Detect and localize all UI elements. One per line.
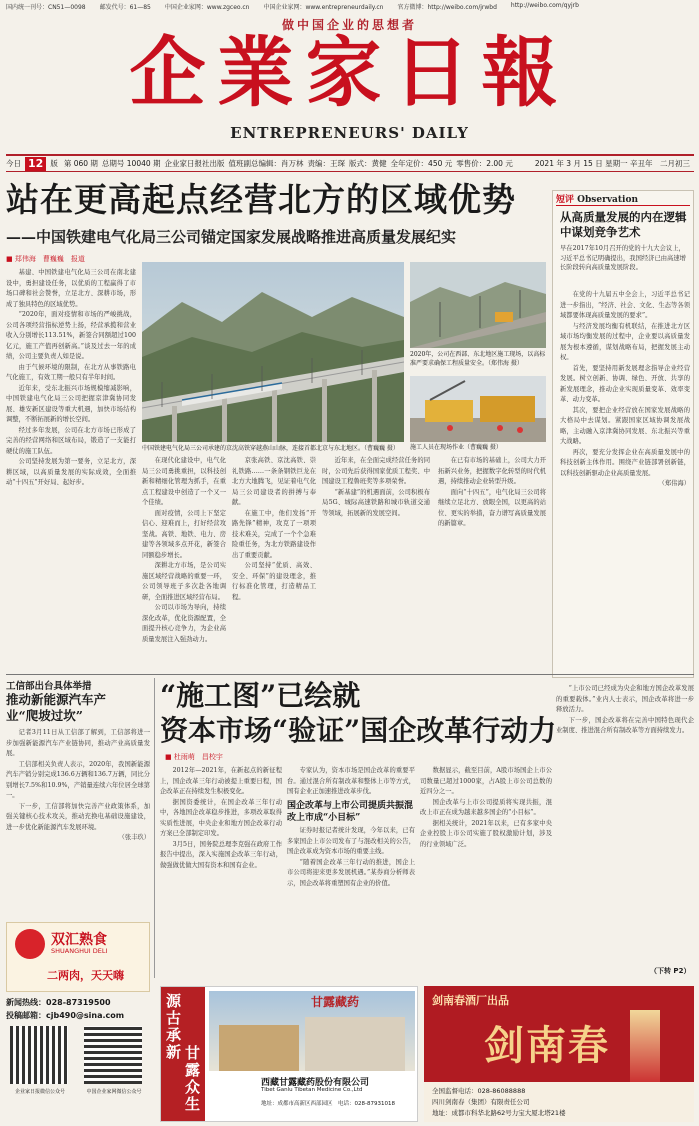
paragraph: 国企改革与上市公司提质将实现共振，混改上市正在成为越来越多国企的“小目标”。	[420, 798, 552, 816]
top-info-line	[6, 2, 694, 11]
paragraph: 在现代化建设中，电气化局三公司勇挑重担，以科技创新和精细化管理为抓手，在重点工程建设中创造了一个又一个佳绩。	[142, 457, 226, 506]
photo-caption: 2020年，公司在西部、东北地区施工现场，以高标准严要求确保工程质量安全。（郑伟海 摄）	[410, 351, 546, 367]
shuanghui-ad[interactable]	[6, 922, 150, 992]
shuanghui-slogan: 二两肉，天天嗨	[47, 969, 124, 982]
paragraph: 3月5日，国务院总理李克强在政府工作报告中提出，深入实施国企改革三年行动，做强做优做大国有资本和国有企业。	[160, 840, 282, 869]
lead-photo-workers[interactable]	[410, 376, 546, 442]
paragraph: 基建、中国铁建电气化局三公司在南北建设中，勇担建设任务，以优质的工程赢得了市场口碑和社会赞誉，立足北方、深耕市场，形成了独具特色的区域优势。	[6, 269, 136, 308]
ganlu-medicine-ad[interactable]	[160, 986, 418, 1122]
jiannanchun-maker: 四川剑南春（集团）有限责任公司	[432, 1098, 530, 1106]
paragraph: 公司坚持发展为第一要务，立足北方，深耕区域，以高质量发展的实际成效，全面推动“十四五”开好局、起好步。	[6, 458, 136, 486]
story2-subheading: 国企改革与上市公司提质共振混改上市成“小目标”	[287, 801, 414, 823]
story2-byline: ■ 杜雨萌 昌校宇	[165, 753, 223, 761]
lunar-date: 辛丑年 二月初三	[630, 159, 690, 168]
lead-column-1	[6, 268, 136, 672]
divider	[556, 205, 690, 206]
weekday: 星期一	[605, 159, 628, 168]
sidebar-tag-en: Observation	[577, 195, 639, 205]
railway-bridge-image	[142, 262, 404, 442]
page-count-unit: 版	[50, 159, 58, 168]
qr-code-icon[interactable]	[10, 1026, 68, 1084]
paragraph: “新基建”的机遇面前，公司积极布局5G、城际高速铁路和城市轨道交通等领域，拓展新的发展空间。	[322, 488, 430, 517]
sidebar-intro: 早在2017年10月召开的党的十九大会议上，习近平总书记明确提出，我国经济已由高速增长阶段转向高质量发展阶段。	[560, 245, 686, 271]
editor: 值班副总编辑：肖万林	[228, 159, 304, 168]
paragraph: 再次，要充分发挥企业在高质量发展中的科技创新主体作用。围绕产业链部署创新链，以科技创新驱动企业高质量发展。	[560, 448, 690, 477]
paragraph: 2012年—2021年，在新起点的新征程上，国企改革三年行动被提上重要日程，国企改革正在持续发生积极变化。	[160, 767, 282, 795]
paragraph: 面对疫情，公司上下坚定信心、迎难而上，打好经营攻坚战。高铁、地铁、电力、房建等各领域多点开花，新签合同额稳步增长。	[142, 509, 226, 559]
designer: 版式：黄健	[349, 159, 387, 168]
lead-column-3	[232, 456, 316, 672]
paragraph: 经过多年发展，公司在北方市场已形成了完善的经营网络和区域布局，锻造了一支能打硬仗的施工队伍。	[6, 426, 136, 455]
shuanghui-logo-icon	[15, 929, 45, 959]
paragraph: “随着国企改革三年行动的推进，国企上市公司将迎来更多发展机遇。”某券商分析师表示，国企改革将重塑国有企业的价值。	[287, 858, 415, 887]
lead-byline: ■ 郑伟海 曹巍巍 报道	[6, 255, 85, 263]
paragraph: 下一步，工信部将加快完善产业政策体系，加强关键核心技术攻关，推动充换电基础设施建设，进一步优化新能源汽车发展环境。	[6, 802, 150, 831]
sidebar-title[interactable]: 从高质量发展的内在逻辑中谋划竞争艺术	[560, 210, 687, 239]
qr-code-icon[interactable]	[84, 1026, 142, 1084]
hotline-label: 新闻热线：	[6, 998, 46, 1007]
sidebar-tag-cn: 短评	[556, 195, 575, 205]
ganlu-company-en: Tibet Ganlu Tibetan Medicine Co.,Ltd	[261, 1087, 363, 1093]
paragraph: “2020年，面对疫情和市场的严峻挑战，公司各项经营指标逆势上扬，经营承揽和营业收入分别增长113.51%，新签合同额超过100亿元，施工产值再创新高。”谈及过去一年的成绩，公司主要负责人如是说。	[6, 311, 136, 360]
qr-caption: 企业家日报微信公众号	[14, 1089, 65, 1095]
story2-headline-line1[interactable]: “施工图”已绘就	[160, 679, 361, 712]
sidebar-tag	[556, 192, 638, 205]
story2-column-2	[287, 766, 415, 798]
lead-column-4	[322, 456, 546, 672]
left-story-source: （张丰玖）	[118, 834, 150, 841]
story2-column-4	[556, 684, 694, 964]
top-info-item[interactable]: http://weibo.com/qyjrb	[510, 2, 579, 9]
duty-editor: 责编：王琛	[307, 159, 346, 168]
jiannanchun-header: 剑南春酒厂出品	[432, 994, 509, 1007]
left-story-headline[interactable]: 推动新能源汽车产业“爬坡过坎”	[6, 692, 107, 723]
ganlu-company: 西藏甘露藏药股份有限公司	[261, 1078, 370, 1088]
story2-column-2b	[287, 826, 415, 976]
paragraph: 在已有市场的基础上，公司大力开拓新兴业务，把握数字化转型的时代机遇，持续推动企业转型升级。	[438, 457, 546, 485]
retail-price: 零售价：2.00 元	[456, 159, 513, 168]
photo-caption: 施工人员在现场作业（曹巍巍 摄）	[410, 444, 502, 451]
jiannanchun-ad[interactable]	[424, 986, 694, 1122]
paragraph: 由于气候环境的限制，在北方从事铁路电气化施工，有效工期一般只有半年时间。	[6, 363, 136, 381]
ganlu-vertical-slogan-1: 源古承新	[166, 992, 182, 1061]
jiannanchun-brand: 剑南春	[484, 1022, 610, 1069]
today-label: 今日	[6, 159, 21, 168]
publication-date	[535, 158, 694, 169]
shuanghui-brand-en: SHUANGHUI DELI	[51, 947, 108, 955]
left-story-kicker: 工信部出台具体举措	[6, 681, 92, 692]
publisher: 企业家日报社出版	[164, 159, 225, 168]
paragraph: 其次，要把企业经营放在国家发展战略的大格局中去谋划。紧跟国家区域协调发展战略，主动融入京津冀协同发展、东北振兴等重大战略。	[560, 406, 690, 445]
paragraph: 记者3月11日从工信部了解到，工信部将进一步加强新能源汽车产业链协同，推动产业高质量发展。	[6, 729, 150, 757]
annual-price: 全年定价：450 元	[390, 159, 453, 168]
top-info-item[interactable]: 中国企业家网：www.entrepreneurdaily.cn	[263, 4, 384, 11]
top-info-item: 国内统一刊号：CN51—0098	[6, 4, 86, 11]
paragraph: 据国资委统计，在国企改革三年行动中，各地国企改革稳步推进，多项改革取得实质性进展，中央企业和地方国企改革行动方案已全部制定印发。	[160, 798, 282, 837]
section-divider	[6, 674, 694, 675]
paragraph: 证券时报记者统计发现，今年以来，已有多家国企上市公司发布了与混改相关的公告，国企改革成为资本市场的重要主线。	[287, 827, 415, 855]
paragraph: 公司坚持“优质、高效、安全、环保”的建设理念，推行标准化管理，打造精品工程。	[232, 562, 316, 601]
paragraph: 面向“十四五”，电气化局三公司将继续立足北方、放眼全国，以更高的站位、更实的举措，奋力谱写高质量发展的新篇章。	[438, 488, 546, 527]
paragraph: 工信部相关负责人表示，2020年，我国新能源汽车产销分别完成136.6万辆和136.7万辆，同比分别增长7.5%和10.9%，产销量连续六年位居全球第一。	[6, 760, 150, 799]
paragraph: “上市公司已经成为央企和地方国企改革发展的重要载体。”业内人士表示，国企改革将进一步释放活力。	[556, 685, 694, 713]
jiannanchun-address: 地址：成都市科华北路62号力宝大厦北塔21楼	[432, 1109, 566, 1117]
shuanghui-brand: 双汇熟食	[51, 932, 107, 948]
story2-column-1	[160, 766, 282, 976]
ganlu-brand: 甘露藏药	[311, 995, 360, 1009]
masthead-english: ENTREPRENEURS' DAILY	[230, 124, 469, 142]
submission-email[interactable]: cjb490@sina.com	[46, 1011, 125, 1020]
ganlu-footer: 地址：成都市高新区西部园区 电话：028-87931018	[261, 1101, 395, 1107]
paragraph: 京张高铁、京沈高铁、崇礼铁路……一条条钢铁巨龙在北方大地腾飞，见证着电气化局三公司建设者的拼搏与奉献。	[232, 457, 316, 506]
news-hotline	[6, 996, 150, 1022]
top-info-item[interactable]: 官方微博：http://weibo.com/jrwbd	[397, 4, 497, 11]
top-info-item[interactable]: 中国企业家网：www.zgceo.cn	[164, 4, 250, 11]
paragraph: 近年来，受东北振兴市场规模缩减影响，中国铁建电气化局三公司把握京津冀协同发展、雄安新区建设等重大机遇，加快市场结构调整，不断拓展新的增长空间。	[6, 384, 136, 423]
issue-number: 第 060 期	[63, 159, 98, 168]
paragraph: 首先，要坚持用新发展理念指导企业经营发展。树立创新、协调、绿色、开放、共享的新发展理念，推动企业实现质量变革、效率变革、动力变革。	[560, 364, 690, 403]
story2-headline-line2[interactable]: 资本市场“验证”国企改革行动力	[160, 714, 557, 747]
top-info-item: 邮发代号：61—85	[99, 4, 151, 11]
paragraph: 深耕北方市场，是公司实施区域经营战略的重要一环，公司领导班子多次赴各地调研，全面推进区域经营布局。	[142, 562, 226, 601]
construction-site-image	[410, 262, 546, 348]
paragraph: 近年来，在全面完成经营任务的同时，公司先后获得国家优质工程奖、中国建设工程鲁班奖等多项荣誉。	[322, 457, 430, 485]
column-rule	[154, 678, 155, 978]
total-issue: 总期号 10040 期	[101, 159, 161, 168]
sidebar-author: （郑伟海）	[658, 480, 690, 487]
paragraph: 下一步，国企改革将在完善中国特色现代企业制度、推进混合所有制改革等方面持续发力。	[556, 716, 694, 734]
lead-headline[interactable]: 站在更高起点经营北方的区域优势	[6, 180, 516, 219]
workers-image	[410, 376, 546, 442]
story2-column-3	[420, 766, 552, 976]
hotline-number[interactable]: 028-87319500	[46, 998, 111, 1007]
photo-caption: 中国铁建电气化局三公司承建的京沈高铁穿越燕山山脉，连接首都北京与东北地区。（曹巍巍 摄）	[142, 445, 399, 452]
paragraph: 与经济发展均衡有机联结，在推进北方区域市场均衡发展的过程中，企业要以高质量发展为根本遵循，谋划战略布局，把握发展主动权。	[560, 322, 690, 361]
paragraph: 据相关统计，2021年以来，已有多家中央企业控股上市公司实施了股权激励计划，涉及的行业领域广泛。	[420, 819, 552, 848]
qr-caption: 中国企业家网微信公众号	[86, 1089, 142, 1095]
continued-link[interactable]: （下转 P2）	[650, 967, 691, 975]
date: 2021 年 3 月 15 日	[534, 159, 603, 168]
paragraph: 公司以市场为导向，持续深化改革，优化资源配置，全面提升核心竞争力，为企业高质量发展注入强劲动力。	[142, 604, 226, 643]
paragraph: 在施工中，他们发扬“开路先锋”精神，攻克了一项项技术难关，完成了一个个急难险重任务，为北方铁路建设作出了重要贡献。	[232, 509, 316, 559]
masthead-slogan: 做中国企业的思想者	[281, 18, 417, 32]
email-label: 投稿邮箱：	[6, 1011, 46, 1020]
liquor-bottle-icon	[630, 1010, 660, 1082]
left-story-body	[6, 728, 150, 918]
jiannanchun-hotline: 全国监督电话：028-86088888	[432, 1087, 526, 1095]
page-count-badge: 12	[25, 157, 46, 171]
lead-column-2	[142, 456, 226, 672]
ganlu-vertical-slogan-2: 甘露众生	[185, 1044, 201, 1113]
paragraph: 在党的十九届五中全会上，习近平总书记进一步指出，“经济、社会、文化、生态等各领域都要体现高质量发展的要求”。	[560, 291, 690, 319]
lead-photo-railway-bridge[interactable]	[142, 262, 404, 442]
paragraph: 数据显示，截至目前，A股市场国企上市公司数量已超过1000家，占A股上市公司总数的近四分之一。	[420, 767, 552, 795]
masthead-title: 企業家日報	[129, 28, 570, 117]
issue-info-bar	[6, 154, 694, 172]
lead-subheadline: ——中国铁建电气化局三公司锚定国家发展战略推进高质量发展纪实	[6, 228, 457, 246]
paragraph: 专家认为，资本市场是国企改革的重要平台。通过混合所有制改革和整体上市等方式，国有企业正加速推进改革步伐。	[287, 767, 415, 795]
sidebar-body	[560, 290, 690, 670]
lead-photo-construction-site[interactable]	[410, 262, 546, 348]
